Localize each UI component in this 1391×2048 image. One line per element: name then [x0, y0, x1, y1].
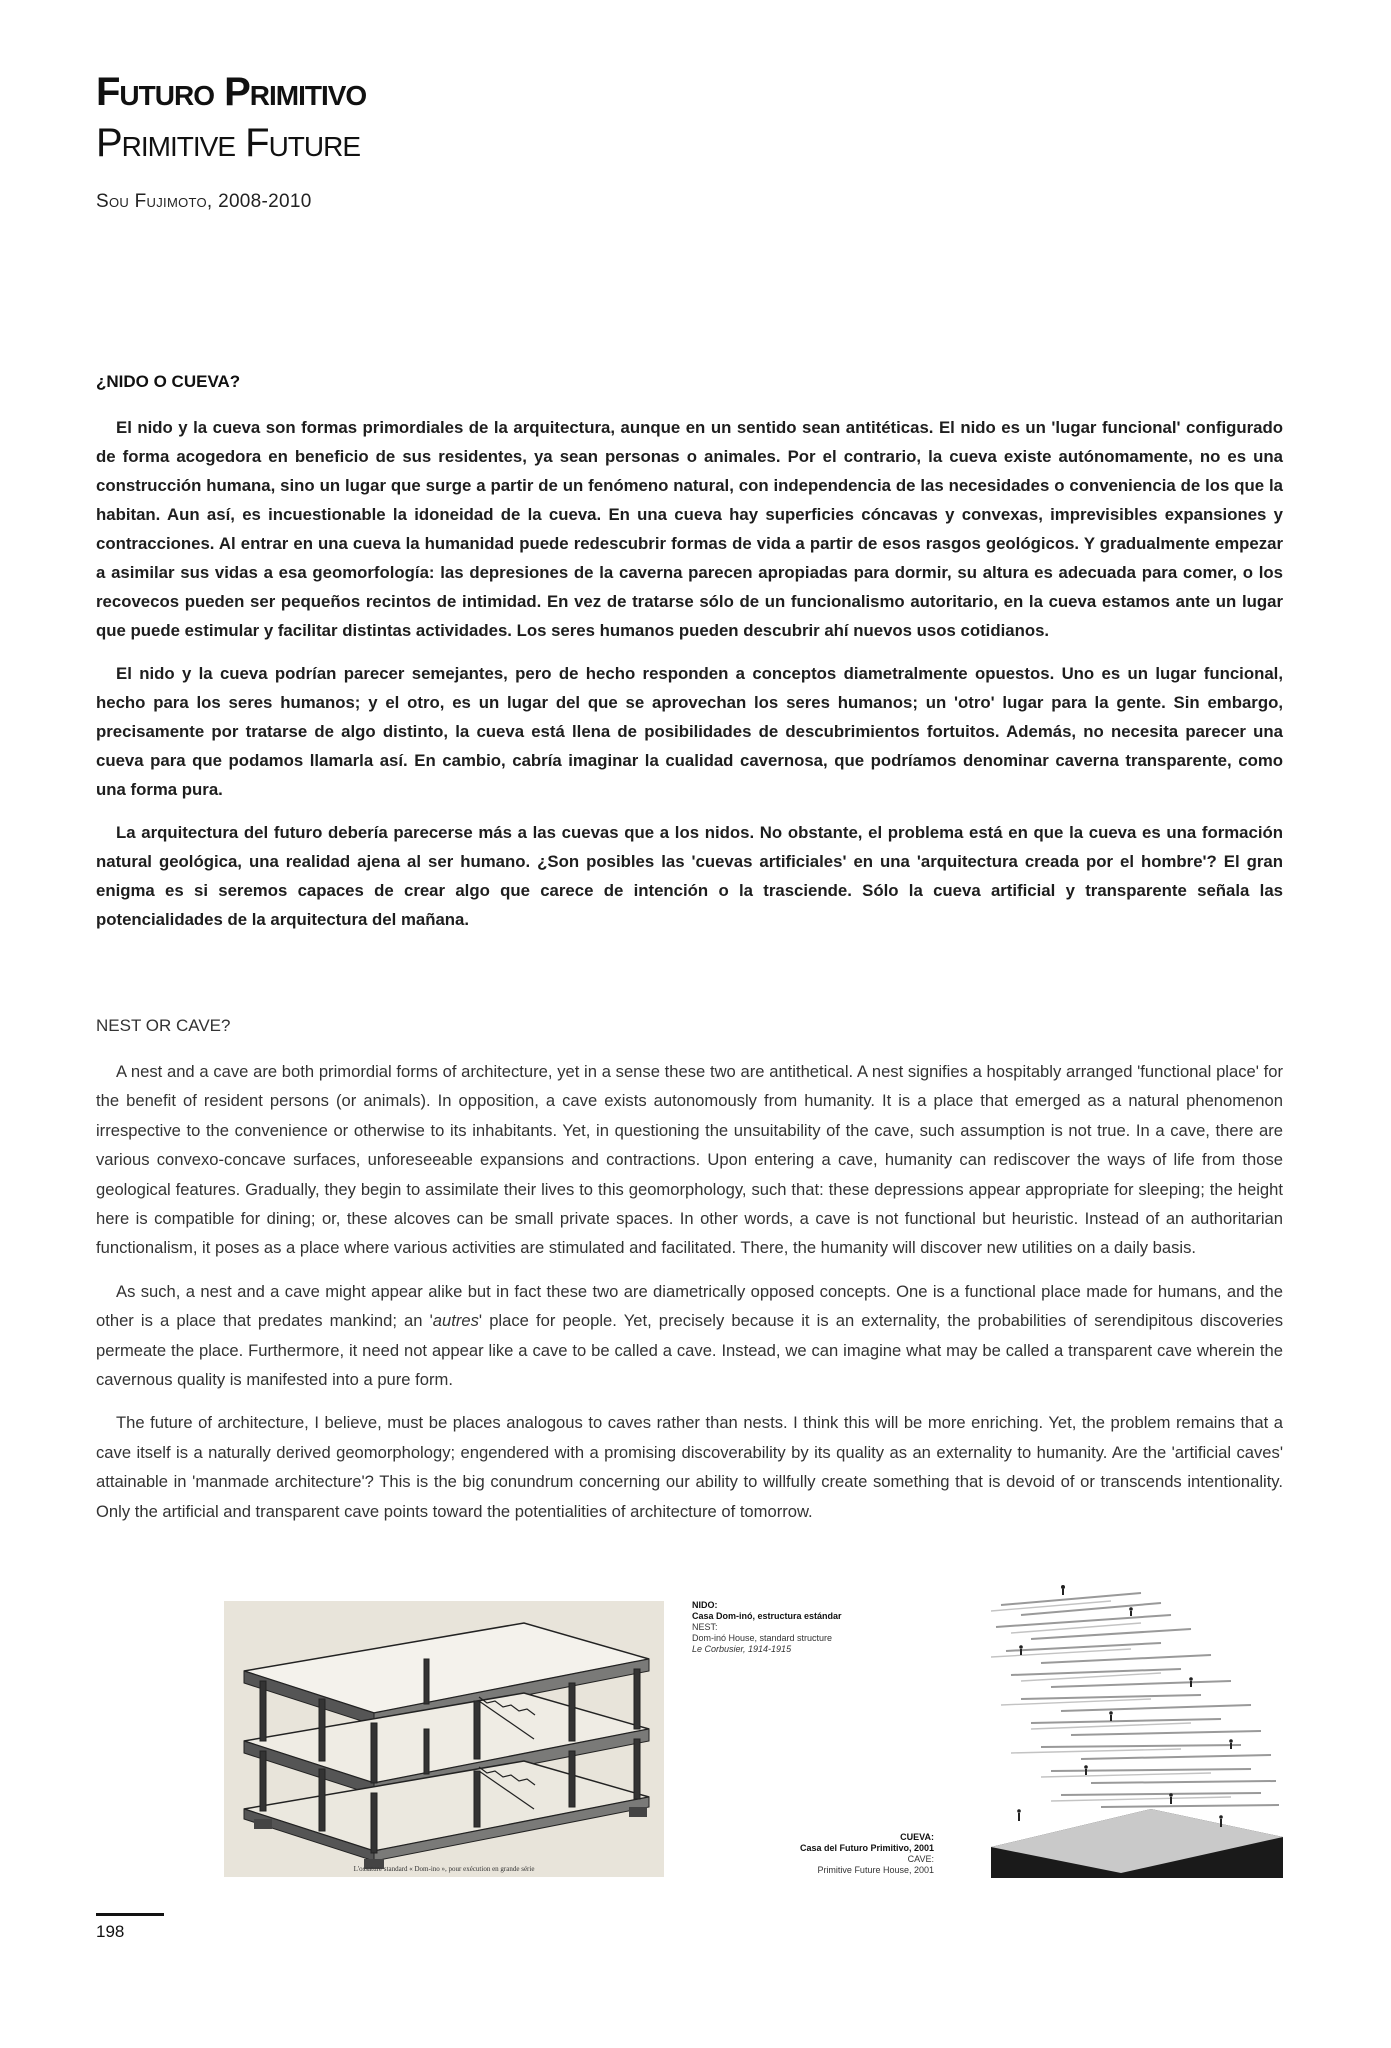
nest-caption-label-es: NIDO:: [692, 1600, 718, 1610]
cave-caption-title-en: Primitive Future House, 2001: [817, 1865, 934, 1875]
spanish-paragraph: El nido y la cueva son formas primordiales de la arquitectura, aunque en un sentido sean antitéticas. El nido es un 'lugar funcional' configurado de forma acogedora en beneficio de sus residentes, ya sean personas o animales. Por el contrario, la cueva existe autónomamente, no es una construcción humana, sino un lugar que surge a partir de un fenómeno natural, con independencia de las necesidades o conveniencia de los que la habitan. Aun así, es incuestionable la idoneidad de la cueva. En una cueva hay superficies cóncavas y convexas, imprevisibles expansiones y contracciones. Al entrar en una cueva la humanidad puede redescubrir formas de vida a partir de esos rasgos geológicos. Y gradualmente empezar a asimilar sus vidas a esa geomorfología: las depresiones de la caverna parecen apropiadas para dormir, su altura es adecuada para comer, o los recovecos pueden ser pequeños recintos de intimidad. En vez de tratarse sólo de un funcionalismo autoritario, en la cueva estamos ante un lugar que puede estimular y facilitar distintas actividades. Los seres humanos pueden descubrir ahí nuevos usos cotidianos.: [96, 418, 1283, 640]
english-paragraph-text: ' place for people. Yet, precisely because it is an externality, the probabilities of serendipitous discoveries permeate the place. Furthermore, it need not appear like a cave to be called a cave. Instead, we can imagine what may be called a transparent cave wherein the cavernous quality is manifested into a pure form.: [96, 1311, 1284, 1390]
domino-plate-caption: L'ossature standard « Dom-ino », pour exécution en grande série: [353, 1865, 535, 1873]
english-section: [96, 1016, 1283, 1540]
spanish-heading: ¿NIDO O CUEVA?: [96, 372, 241, 391]
nest-caption: [692, 1600, 842, 1655]
spanish-paragraph: La arquitectura del futuro debería parecerse más a las cuevas que a los nidos. No obstante, el problema está en que la cueva es una formación natural geológica, una realidad ajena al ser humano. ¿Son posibles las 'cuevas artificiales' en una 'arquitectura creada por el hombre'? El gran enigma es si seremos capaces de crear algo que carece de intención o la trasciende. Sólo la cueva artificial y transparente señala las potencialidades de la arquitectura del mañana.: [96, 823, 1283, 929]
nest-caption-title-en: Dom-inó House, standard structure: [692, 1633, 833, 1643]
english-paragraph: A nest and a cave are both primordial forms of architecture, yet in a sense these two are antithetical. A nest signifies a hospitably arranged 'functional place' for the benefit of resident persons (or animals). In opposition, a cave exists autonomously from humanity. It is a place that emerged as a natural phenomenon irrespective to the convenience or otherwise to its inhabitants. Yet, in questioning the unsuitability of the cave, such assumption is not true. In a cave, there are various convexo-concave surfaces, unforeseeable expansions and contractions. Upon entering a cave, humanity can rediscover the ways of life from those geological features. Gradually, they begin to assimilate their lives to this geomorphology, such that: these depressions appear appropriate for sleeping; the height here is compatible for dining; or, these alcoves can be small private spaces. In other words, a cave is not functional but heuristic. Instead of an authoritarian functionalism, it poses as a place where various activities are stimulated and facilitated. There, the humanity will discover new utilities on a daily basis.: [96, 1062, 1283, 1258]
cave-caption: [760, 1832, 934, 1876]
domino-house-image: [224, 1601, 664, 1877]
english-heading: NEST OR CAVE?: [96, 1016, 231, 1035]
page-number: 198: [96, 1922, 125, 1941]
domino-house-drawing: [224, 1601, 664, 1877]
page-number-rule: [96, 1913, 164, 1916]
primitive-future-house-image: [991, 1585, 1283, 1878]
english-paragraph-text: As such, a nest and a cave might appear alike but in fact these two are diametrically opposed concepts. One is a functional place made for humans, and the other is a place that predates mankind; an ': [96, 1281, 1283, 1331]
english-paragraph: [96, 1277, 1283, 1395]
title-english: Primitive Future: [96, 121, 361, 165]
cave-caption-title-es: Casa del Futuro Primitivo, 2001: [799, 1843, 934, 1853]
primitive-future-house-model: [991, 1585, 1283, 1878]
cave-caption-label-es: CUEVA:: [900, 1832, 934, 1842]
cave-caption-label-en: CAVE:: [907, 1854, 934, 1864]
english-paragraph: The future of architecture, I believe, must be places analogous to caves rather than nests. I think this will be more enriching. Yet, the problem remains that a cave itself is a naturally derived geomorphology; engendered with a promising discoverability by its quality as an externality to humanity. Are the 'artificial caves' attainable in 'manmade architecture'? This is the big conundrum concerning our ability to willfully create something that is devoid of or transcends intentionality. Only the artificial and transparent cave points toward the potentialities of architecture of tomorrow.: [96, 1413, 1283, 1521]
spanish-paragraph: El nido y la cueva podrían parecer semejantes, pero de hecho responden a conceptos diametralmente opuestos. Uno es un lugar funcional, hecho para los seres humanos; y el otro, es un lugar del que se aprovechan los seres humanos; un 'otro' lugar para la gente. Sin embargo, precisamente por tratarse de algo distinto, la cueva está llena de posibilidades de descubrimientos fortuitos. Además, no necesita parecer una cueva para que podamos llamarla así. En cambio, cabría imaginar la cualidad cavernosa, que podríamos denominar caverna transparente, como una forma pura.: [96, 664, 1283, 799]
spanish-section: [96, 372, 1283, 948]
nest-caption-credit: Le Corbusier, 1914-1915: [692, 1644, 792, 1654]
english-paragraph-italic: autres: [432, 1311, 479, 1331]
nest-caption-label-en: NEST:: [692, 1622, 718, 1632]
nest-caption-title-es: Casa Dom-inó, estructura estándar: [692, 1611, 842, 1621]
author-line: Sou Fujimoto, 2008-2010: [96, 191, 312, 212]
title-spanish: Futuro Primitivo: [96, 70, 367, 114]
